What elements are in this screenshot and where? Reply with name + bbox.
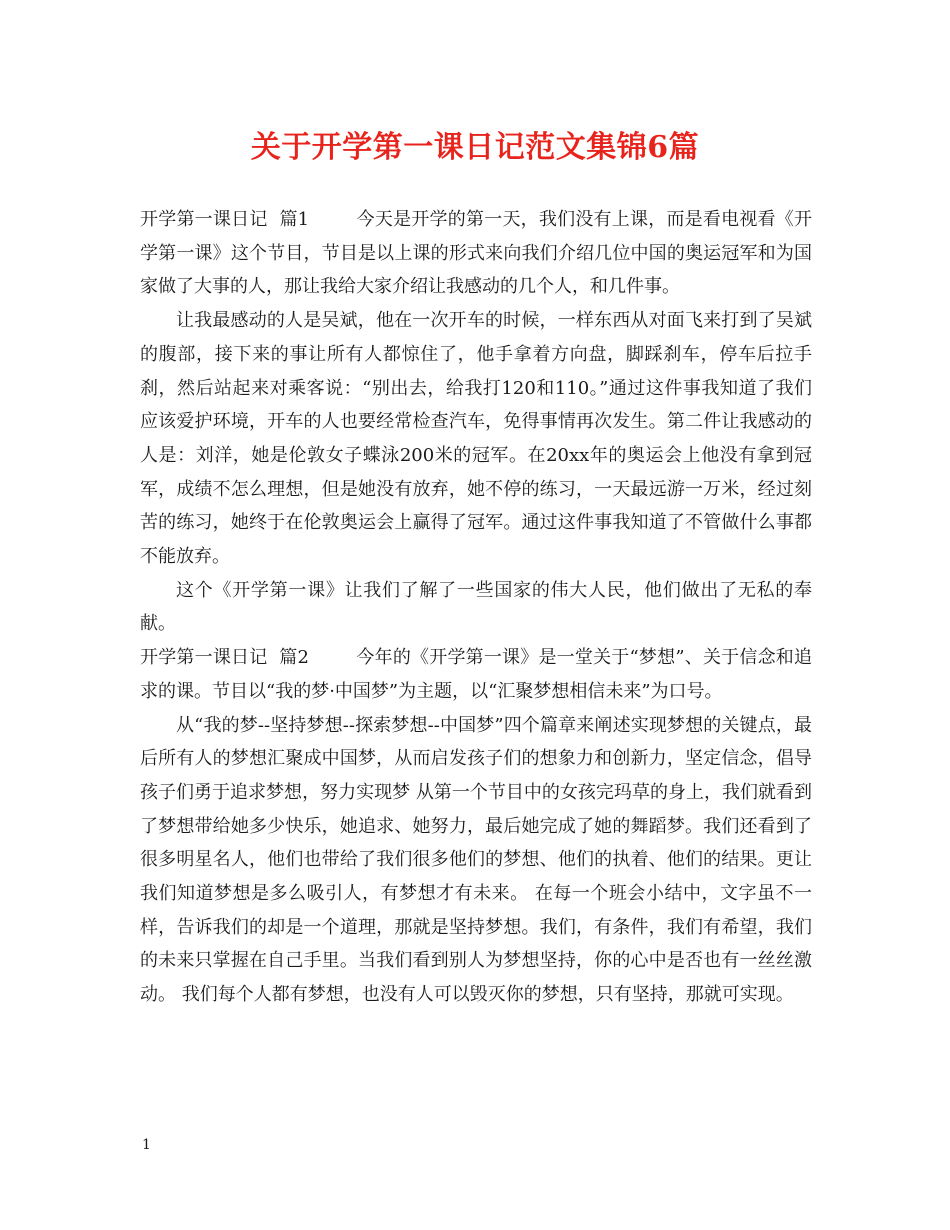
paragraph-diary-2-intro: 开学第一课日记 篇2 今年的《开学第一课》是一堂关于“梦想”、关于信念和追求的课。节目以“我的梦·中国梦”为主题，以“汇聚梦想相信未来”为口号。 — [140, 647, 812, 702]
document-body — [140, 203, 812, 1012]
paragraph-diary-1-wubin-liuyang: 让我最感动的人是吴斌，他在一次开车的时候，一样东西从对面飞来打到了吴斌的腹部，接下来的事让所有人都惊住了，他手拿着方向盘，脚踩刹车，停车后拉手刹，然后站起来对乘客说：“别出去，给我打120和110。”通过这件事我知道了我们应该爱护环境，开车的人也要经常检查汽车，免得事情再次发生。第二件让我感动的人是：刘洋，她是伦敦女子蝶泳200米的冠军。在20xx年的奥运会上他没有拿到冠军，成绩不怎么理想，但是她没有放弃，她不停的练习，一天最远游一万米，经过刻苦的练习，她终于在伦敦奥运会上赢得了冠军。通过这件事我知道了不管做什么事都不能放弃。 — [140, 310, 812, 568]
paragraph-diary-2-dreams: 从“我的梦--坚持梦想--探索梦想--中国梦”四个篇章来阐述实现梦想的关键点，最后所有人的梦想汇聚成中国梦，从而启发孩子们的想象力和创新力，坚定信念，倡导孩子们勇于追求梦想，努力实现梦 从第一个节目中的女孩完玛草的身上，我们就看到了梦想带给她多少快乐，她追求、她努力，最后她完成了她的舞蹈梦。我们还看到了很多明星名人，他们也带给了我们很多他们的梦想、他们的执着、他们的结果。更让我们知道梦想是多么吸引人，有梦想才有未来。 在每一个班会小结中，文字虽不一样，告诉我们的却是一个道理，那就是坚持梦想。我们，有条件，我们有希望，我们的未来只掌握在自己手里。当我们看到别人为梦想坚持，你的心中是否也有一丝丝激动。 我们每个人都有梦想，也没有人可以毁灭你的梦想，只有坚持，那就可实现。 — [140, 714, 812, 1006]
page-number: 1 — [142, 1137, 151, 1153]
document-title: 关于开学第一课日记范文集锦6篇 — [250, 130, 700, 165]
paragraph-diary-1-intro: 开学第一课日记 篇1 今天是开学的第一天，我们没有上课，而是看电视看《开学第一课》这个节目，节目是以上课的形式来向我们介绍几位中国的奥运冠军和为国家做了大事的人，那让我给大家介绍让我感动的几个人，和几件事。 — [140, 209, 812, 298]
paragraph-diary-1-conclusion: 这个《开学第一课》让我们了解了一些国家的伟大人民，他们做出了无私的奉献。 — [140, 579, 812, 635]
